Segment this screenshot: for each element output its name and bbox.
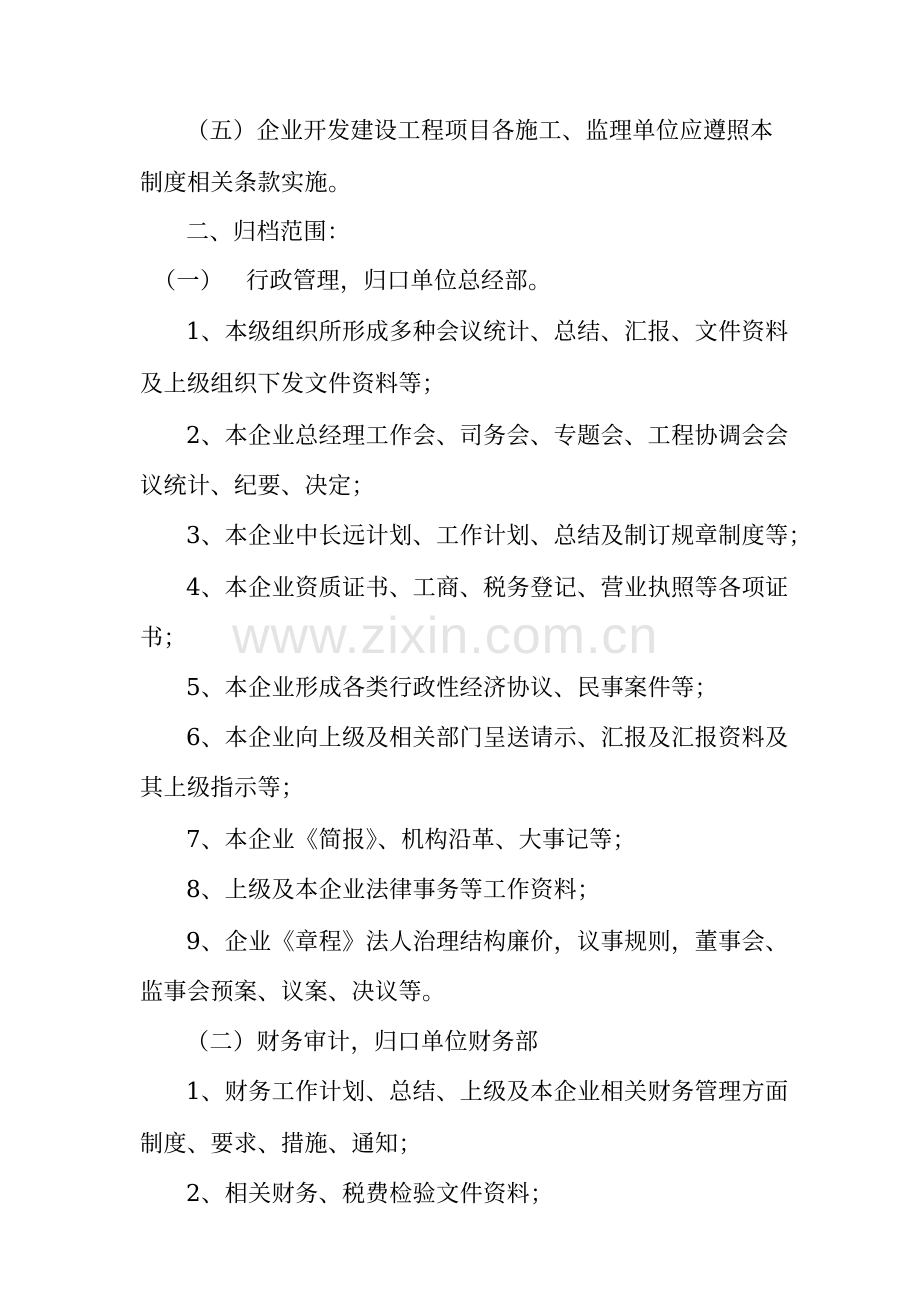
item-4-line-1: 4、本企业资质证书、工商、税务登记、营业执照等各项证 bbox=[186, 575, 789, 601]
subsection-number-1: （一） bbox=[153, 268, 224, 294]
item-6-line-1: 6、本企业向上级及相关部门呈送请示、汇报及汇报资料及 bbox=[186, 725, 789, 751]
paragraph-5-line-1: （五）企业开发建设工程项目各施工、监理单位应遵照本 bbox=[186, 118, 774, 144]
watermark: www.zixin.com.cn bbox=[232, 607, 659, 665]
section-heading-archive-scope: 二、归档范围： bbox=[186, 219, 351, 245]
item-2-line-2: 议统计、纪要、决定； bbox=[140, 473, 375, 499]
finance-item-1-line-2: 制度、要求、措施、通知； bbox=[140, 1131, 422, 1157]
subsection-title-administration: 行政管理，归口单位总经部。 bbox=[246, 268, 552, 294]
item-1-line-1: 1、本级组织所形成多种会议统计、总结、汇报、文件资料 bbox=[186, 319, 789, 345]
item-8-line-1: 8、上级及本企业法律事务等工作资料； bbox=[186, 877, 601, 903]
item-7-line-1: 7、本企业《简报》、机构沿革、大事记等； bbox=[186, 827, 637, 853]
item-3-line-1: 3、本企业中长远计划、工作计划、总结及制订规章制度等； bbox=[186, 523, 813, 549]
item-2-line-1: 2、本企业总经理工作会、司务会、专题会、工程协调会会 bbox=[186, 423, 789, 449]
item-1-line-2: 及上级组织下发文件资料等； bbox=[140, 371, 446, 397]
finance-item-2-line-1: 2、相关财务、税费检验文件资料； bbox=[186, 1181, 554, 1207]
item-4-line-2: 书； bbox=[140, 625, 187, 651]
item-9-line-2: 监事会预案、议案、决议等。 bbox=[140, 979, 446, 1005]
item-6-line-2: 其上级指示等； bbox=[140, 775, 305, 801]
subsection-title-finance-audit: （二）财务审计，归口单位财务部 bbox=[186, 1029, 539, 1055]
item-5-line-1: 5、本企业形成各类行政性经济协议、民事案件等； bbox=[186, 675, 719, 701]
paragraph-5-line-2: 制度相关条款实施。 bbox=[140, 170, 352, 196]
item-9-line-1: 9、企业《章程》法人治理结构廉价，议事规则，董事会、 bbox=[186, 929, 789, 955]
finance-item-1-line-1: 1、财务工作计划、总结、上级及本企业相关财务管理方面 bbox=[186, 1079, 789, 1105]
